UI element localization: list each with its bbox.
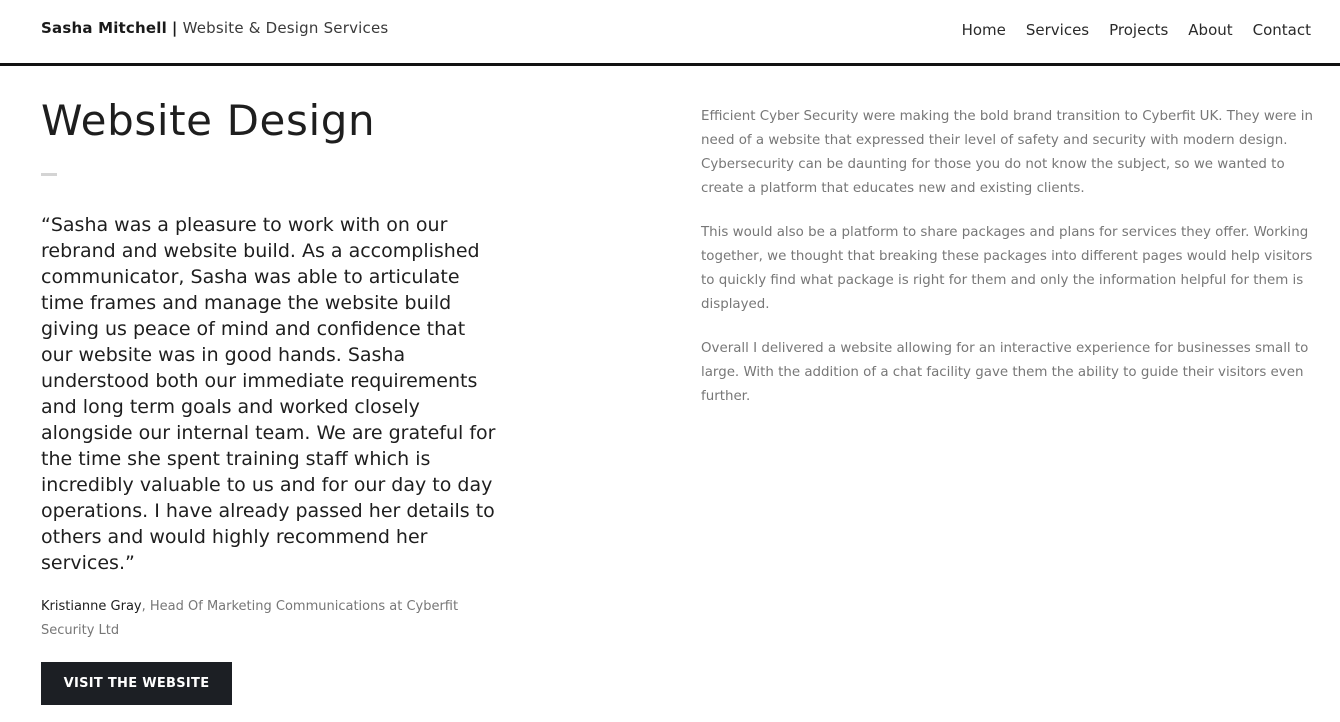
description-paragraph: This would also be a platform to share packages and plans for services they offer. Working together, we thought that breaking these packages into different pages would help visitors to quickly find what package is right for them and only the information helpful for them is displayed. [701, 225, 1313, 312]
nav-link-about[interactable]: About [1188, 21, 1233, 39]
testimonial-attribution [41, 595, 491, 643]
site-brand[interactable] [41, 19, 388, 37]
project-description [701, 105, 1315, 429]
testimonial-quote: “Sasha was a pleasure to work with on our rebrand and website build. As a accomplished communicator, Sasha was able to articulate time frames and manage the website build giving us peace of mind and confidence that our website was in good hands. Sasha understood both our immediate requirements and long term goals and worked closely alongside our internal team. We are grateful for the time she spent training staff which is incredibly valuable to us and for our day to day operations. I have already passed her details to others and would highly recommend her services.” [41, 214, 496, 574]
site-header [0, 0, 1340, 66]
visit-website-button[interactable]: VISIT THE WEBSITE [41, 662, 232, 705]
nav-link-services[interactable]: Services [1025, 21, 1090, 39]
description-paragraph: Efficient Cyber Security were making the bold brand transition to Cyberfit UK. They were in need of a website that expressed their level of safety and security with modern design. Cybersecurity can be daunting for those you do not know the subject, so we wanted to create a platform that educates new and existing clients. [701, 109, 1313, 196]
brand-name: Sasha Mitchell [41, 19, 167, 37]
testimonial-author-role: , Head Of Marketing Communications at Cyberfit Security Ltd [41, 599, 459, 638]
main-nav [962, 21, 1311, 39]
brand-separator: | [171, 19, 178, 37]
nav-link-projects[interactable]: Projects [1109, 21, 1169, 39]
nav-link-contact[interactable]: Contact [1252, 21, 1311, 39]
testimonial-author: Kristianne Gray [41, 599, 142, 614]
project-testimonial-column [41, 96, 511, 643]
title-divider [41, 173, 57, 176]
page-title: Website Design [41, 96, 376, 145]
nav-link-home[interactable]: Home [961, 21, 1006, 39]
brand-tagline: Website & Design Services [182, 19, 389, 37]
description-paragraph: Overall I delivered a website allowing for an interactive experience for businesses small to large. With the addition of a chat facility gave them the ability to guide their visitors even further. [701, 341, 1309, 404]
